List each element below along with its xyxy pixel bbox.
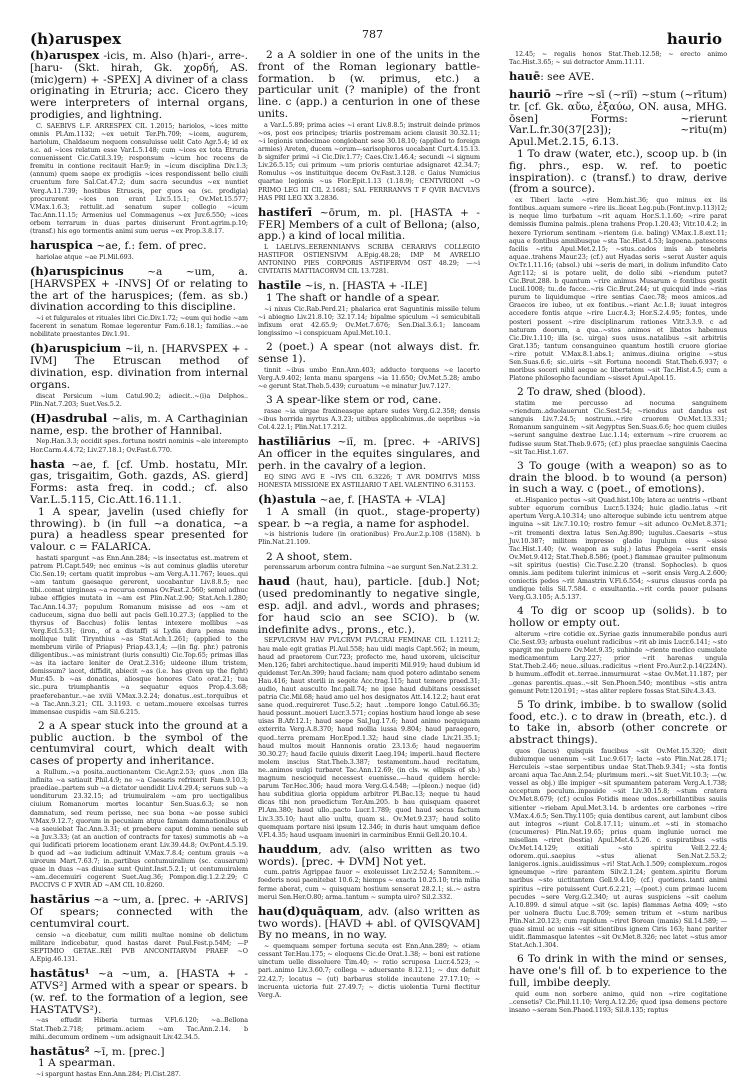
headword: (h)astula xyxy=(258,491,317,506)
entry-sense: 2 (poet.) A spear (not always dist. fr. sense 1). xyxy=(258,341,480,366)
entry-definition: hauriō ~rīre ~sī (~riī) ~stum (~rītum) tr. [cf. Gk. αὔω, ἐξαύω, ON. ausa, MHG. ōsen] Forms: ~rierunt Var.L.fr.30(37[23]); ~ritu(m) Apul.Met.2.15, 6.13. xyxy=(509,86,727,149)
headword: hastīliārius xyxy=(258,434,331,449)
headword: hastīle xyxy=(258,278,302,293)
dictionary-entry xyxy=(258,50,480,202)
dictionary-entry xyxy=(30,263,248,339)
right-guideword: haurio xyxy=(666,30,722,48)
entry-citations: C. SAEBIVS L.F. ARRESPEX CIL 1.2015; hariolos, ~ices mitte omnis Pl.Am.1132; ~ex uetuit Ter.Ph.709; ~icem, augurem, hariolum, Chaldaeum nequem consuluisse uelit Cato Agr.5.4; id ex s.c. ad ~ices relatum esse Var.L.5.148; cum ~ices ex tota Etruria conuenissent Cic.Catil.3.19; responsum ~icum hoc recens de fremitu in contione recitauit Har.9; in ~icum disciplina Div.1.3; (annum) quem saepe ex prodigiis ~ices respondissent bello ciuili cruentum fore Sal.Cat.47.2; dum sacra secundus ~ex nuntiet Verg.A.11.739; hostibus Etruscis, per quos ea (sc. prodigia) procurarent ~ices non erant Liv.5.15.1; Ov.Met.15.577; V.Max.1.6.3; rettulit..ad senatum super collegio ~icum Tac.Ann.11.15; Armenius uel Commagenus ~ex Juv.6.550; ~ices orbem terrarum in duas partes diuiserunt Front.agrim.p.10; (transf.) his ego tormentis animi sum uerus ~ex Prop.3.8.17. xyxy=(30,121,248,235)
page-header xyxy=(0,28,750,48)
entry-citations: L LAELIVS..EERENNIANVS SCRIBA CERARIVS COLLEGIO HASTIFOR OSTIENSIVM A.Epig.48.28; IMP M AVRELIO ANTONINO PIES CORPORIS ASTIFERVM OST 48.29; —~i CIVITATIS MATTIACORVM CIL 13.7281. xyxy=(258,243,480,276)
dictionary-entry xyxy=(30,721,248,890)
entry-definition: hauē: see AVE. xyxy=(509,69,595,84)
entry-citations: ~i nixus Cic.Rab.Perd.21; phalarica erat Saguntinis missile telum ~i abiegno Liv.21.8.10; 32.17.14; bipalme spiculum ~i semicubitali infixum erat 42.65.9; Ov.Met.7.676; Sen.Dial.3.6.1; lanceam longissimo ~i conspicuam Apul.Met.10.1. xyxy=(258,305,480,338)
entry-definition: (h)aruspex -icis, m. Also (h)ari-, arre-. [haru- (Skt. hirah, Gk. χορδή, AS. (mic)gern) + -SPEX] A diviner of a class originating in Etruria; acc. Cicero they were interpreters of internal organs, prodigies, and lightning. xyxy=(30,48,248,121)
headword: hauē xyxy=(509,69,541,84)
dictionary-entry xyxy=(509,461,727,602)
entry-definition: haruspica ~ae, f.: fem. of prec. xyxy=(30,238,207,253)
dictionary-entry xyxy=(30,240,248,261)
headword: hastātus¹ xyxy=(30,966,90,981)
headword: hastātus² xyxy=(30,1043,90,1058)
dictionary-entry xyxy=(509,71,727,84)
entry-sense: 2 a A spear stuck into the ground at a public auction. b the symbol of the centumviral court, which dealt with cases of property and inheritance. xyxy=(30,719,248,768)
entry-citations: hariolae atque ~ae Pl.Mil.693. xyxy=(36,252,134,261)
entry-citations: perenssarum arborum contra fulmina ~ae surgunt Sen.Nat.2.31.2. xyxy=(264,563,479,572)
entry-citations: quos (lacus) quisquis faucibus ~sit Ov.Met.15.320; dixit dubiumque uenenum ~sit Luc.9.617; lacte ~sto Plin.Nat.28.171; Herculeis ~stae serpentibus undae Stat.Theb.9.341; ~sta fontis arcani aqua Tac.Ann.2.54; plurimum meri..~sit Suet.Vit.10.3; —(w. vessel as obj.) ille impiger ~sit spumantem pateram Verg.A.1.738; acceptum poculum..inpauide ~sit Liv.30.15.8; ~stum cratera Ov.Met.8.679; (cf.) oculos Fotidis meae udos..sorbillantibus sauiis sitienter ~riebam Apul.Met.3.14. b ardentes ore carbones ~rire V.Max.4.6.5; Sen.Thy.1105; quia dentibus carent, aut lambunt cibos aut integros ~riunt Col.8.17.11; uinum..et ~sti in stomacho (cucumeres) Plin.Nat.19.65; prius quam inglunie uoraci me misellam ~riret (bestia) Apul.Met.4.5.26. c suspiratibus ~stis Ov.Met.14.129; exitiali ~sto spiritu Vell.2.22.4; odorem..qui..saepius ~stus alienat Sen.Nat.2.53.2; lanigeros..ignis..auidissimus ~ri! Stat.Ach.1.509; complexum..rogos igneumque ~rire parantem Silv.2.1.24; gentem..spiritu florum naribus ~sto uictitantem Gell.9.4.10; (cf.) quotiens..tanti animi spiritus ~rire potuissent Curt.6.2.21; —(poet.) cum primae lucem pecudes ~sere Verg.G.2.340; ut auras suspiciens ~sit caelum A.10.899. d simul atque ~sit (sc. lapis) flammas Aetna 409; ~sto per uolnera fluctu Luc.8.709; semen tritum et ~stum naribus Plin.Nat.20.123; cum rapidum ~riret Borean (manis) Sil.14.589; —quae simul ac uenis ~sit sitientibus ignem Ciris 163; hanc pariter uidit..flammasque latentes ~sit Ov.Met.8.326; nec latet ~stus amor Stat.Ach.1.304. xyxy=(509,746,727,950)
entry-citations: rasae ~ia uirgae fraxineasque aptare sudes Verg.G.2.358; densis ~ibus horrida myrtus A.3.23; uitibus applicabimus..de uepribus ~ia Col.4.22.1; Plin.Nat.17.212. xyxy=(258,407,480,432)
column-2 xyxy=(258,50,480,1004)
dictionary-entry xyxy=(30,410,248,454)
entry-definition: haud (haut, hau), particle. [dub.] Not; (used predominantly to negative single, esp. adjl. and advl., words and phrases; for haud scio an see SCIO). b (w. indefinite advs., prons., etc.). xyxy=(258,574,480,636)
entry-definition: hauddum, adv. (also written as two words). [prec. + DVM] Not yet. xyxy=(258,841,480,868)
dictionary-entry xyxy=(258,576,480,838)
entry-sense: 3 A spear-like stem or rod, cane. xyxy=(266,394,442,407)
left-guideword: (h)aruspex xyxy=(30,30,122,48)
entry-definition: hastātus² ~ī, m. [prec.] xyxy=(30,1043,165,1058)
dictionary-entry xyxy=(509,954,727,1014)
entry-citations: censio ~a dicebatur, cum militi multae nomine ob delictum militare indicebatur, quod hastas daret Paul.Fest.p.54M; —P SEPTIMIO GETAE..REI PVB ANCONITARVM PRAEF ~O A.Epig.46.131. xyxy=(30,930,248,964)
entry-citations: ~as effudit Hiberia turmas V.Fl.6.120; ~a..Bellona Stat.Theb.2.718; primam..aciem ~am Tac.Ann.2.14. b mihi..decumum ordinem ~um adsignauit Liv.42.34.5. xyxy=(30,1016,248,1041)
entry-citations: hastati spargunt ~as Enn.Ann.284; ~is insectatus est..matrem et patrem Pl.Capt.549; nec eminus ~is aut cominus gladiis uteretur Cic.Sen.19; certam quatit improbus ~am Verg.A.11.767; leues..qui ~am tantum gaesaque gererent, uocabantur Liv.8.8.5; nec tibi..comat uirgineas ~a recurua comas Ov.Fast.2.560; semel adhuc iubae effigies mutata in ~am est Plin.Nat.2.90; Stat.Ach.1.280; Tac.Ann.14.37; populum Romanum misisse ad eos ~am et caduceum, signa duo belli aut pacis Gell.10.27.3; (applied to the thyrsus of Bacchus) foliis lentas intexere mollibus ~as Verg.Ecl.5.31; (iron., of a distaff) si Lydia dura pensa manu mollique tulit Tirynthius ~as Stat.Ach.1.261; (applied to the membrum virile of Priapus) Priap.43.1,4; —(in fig. phr.) patronis diligentibus..~as ministrant (iuris consulti) Cic.Top.65; primas illas ~as ita iactare leniter de Orat.2.316; uideone illum tristem, demissum? iacet, diffidit, abiecit ~as (i.e. has given up the fight) Mur.45. b ~as donaticas, aliosque honores Cato orat.21; tua sic..pura triumphantis ~a sequatur equos Prop.4.3.68; praeferebantur..~ae xviii V.Max.3.2.24; donatus..est..torquibus et ~a Tac.Ann.3.21; CIL 3.1193. c uetam..mouere excelsas turres immensae cuspidis ~am Sil.6.215. xyxy=(30,553,248,716)
dictionary-entry xyxy=(509,387,727,455)
entry-sense: 4 To dig or scoop up (solids). b to hollow or empty out. xyxy=(509,605,727,630)
headword: hauriō xyxy=(509,86,551,101)
entry-definition: hastīliārius ~iī, m. [prec. + -ARIVS] An officer in the equites singulares, and perh. in the cavalry of a legion. xyxy=(258,434,480,472)
entry-definition: hau(d)quāquam, adv. (also written as two words). [HAVD + abl. of QVISQVAM] By no means, in no way. xyxy=(258,903,480,942)
headword: (H)asdrubal xyxy=(30,410,108,425)
entry-citations: cum..patris Agrippae fauor ~ exoleuisset Liv.2.52.4; Samnitem..~ foederis noui paenitebat 10.6.2; hiemps ~ exacta 10.25.10; tria milia ferme aberat, cum ~ quisquam hostium senserat 28.2.1; si..~ astra merui Sen.Her.O.80; arma..tantum ~ sumpta uiro? Sil.2.332. xyxy=(258,868,480,901)
dictionary-entry xyxy=(30,894,248,963)
headword: haruspica xyxy=(30,238,93,253)
headword: (h)aruspicium xyxy=(30,341,122,356)
dictionary-entry xyxy=(258,841,480,901)
entry-citations: discat Persicum ~ium Catul.90.2; adiecit..~(i)a Delphos.. Plin.Nat.7.203; Suet.Ves.5.2. xyxy=(30,391,248,408)
dictionary-entry xyxy=(509,86,727,383)
entry-definition: hastātus¹ ~a ~um, a. [HASTA + -ATVS²] Armed with a spear or spears. b (w. ref. to the formation of a legion, see HASTATVS²). xyxy=(30,966,248,1016)
entry-definition: (h)astula ~ae, f. [HASTA + -VLA] xyxy=(258,491,446,506)
entry-definition: (h)aruspicium ~ii, n. [HARVSPEX + -IVM] The Etruscan method of divination, esp. divination from internal organs. xyxy=(30,341,248,391)
entry-citations: a Rullum..~a posita..auctionantem Cic.Agr.2.53; quos ..non illa infinita ~a satiauit Phil.4.9; ne ~a Caesaris refrixerit Fam.9.10.3; praediae..partem sub ~a dictator uendidit Liv.4.29.4; seruos sub ~a uenditurum 23.32.15; ad triumuiralem ~am pro uectigalibus ciuium Romanorum mortes locantur Sen.Suas.6.3; se non damnatum, sed reum perisse, nec sua bona ~ae posse subici V.Max.9.12.7; quorum in pecuniam atque famam damnationibus et ~a saeuiebat Tac.Ann.3.31; et praebere caput domina uenale sub ~a Juv.3.33; (at an auction of contracts for taxes) summotis ab ~a qui ludificati priorem locationem erant Liv.39.44.8; Ov.Pont.4.5.19. b quod ad ~ae iudicium adtinuit V.Max.7.8.4; centum grauis ~a uirorum Mart.7.63.7; in..partibus centumuiralium (sc. causarum) quae in duas ~as diuisae sunt Quint.Inst.5.2.1; ut centumuiralem ~am..decemuiri cogerent Suet.Aug.36; Pompon.dig.1.2.2.29; C PACCIVS C F XVIR AD ~AM CIL 10.8260. xyxy=(30,768,248,890)
entry-sense: 2 a A soldier in one of the units in the front of the Roman legionary battle-formation. b (w. primus, etc.) a particular unit (? maniple) of the front line. c (app.) a centurion in one of these units. xyxy=(258,49,480,120)
dictionary-entry xyxy=(30,1043,248,1079)
entry-citations: quid eum non sorbere animo, quid non ~rire cogitatione ..censetis? Cic.Phil.11.10; Verg.A.12.26; quod ipsa demens pectore insano ~seram Sen.Phaed.1193; Sil.8.135; raptus xyxy=(509,989,727,1014)
entry-sense: 6 To drink in with the mind or senses, have one's fill of. b to experience to the full, imbibe deeply. xyxy=(509,953,727,989)
headword: (h)aruspex xyxy=(30,48,100,62)
entry-definition: (H)asdrubal ~alis, m. A Carthaginian name, esp. the brother of Hannibal. xyxy=(30,410,248,437)
entry-citations: et..Hispanico pectus ~sit Quad.hist.10b; latera ac uentris ~ribant subter equorum cornibus Lucr.5.1324; huic gladio..latus ~rit apertum Verg.A.10.314; uno alteroque subinde ictu uentrem atque inguina ~sit Liv.7.10.10; rostro femur ~sit adunco Ov.Met.8.371; ~rit trementi dextra latus Sen.Ag.890; iugulus..Caesaris ~stus Juv.10.387; militem impresso gladio iugulum eius ~sisse Tac.Hist.1.40; (w. weapon as subj.) latus Phegeia ~serit ensis Ov.Met.9.412; Stat.Theb.8.586; (poet.) flammae grauiter pulmonum ~sit spiritus (uestis) Cic.Tusc.2.20 (transl. Sophocles). b quos omnis..iam peditem tulerint inimicus et ~serit ensis Verg.A.2.600; coniectis pedes ~rit Amastrin V.Fl.6.554; ~surus clausus corda pa undique telis Sil.7.584. c exsultantia..~rit corda pauor pulsans Verg.G.3.105; A.5.137. xyxy=(509,496,727,602)
entry-citations: ~i et fulgurales et rituales libri Cic.Div.1.72; ~eum qui hodie ~am facerent in senatum Romae legerentur Fam.6.18.1; familias..~ae nobilitate praestantes Div.1.91. xyxy=(30,314,248,339)
entry-citations: ~i spargunt hastas Enn.Ann.284; Pl.Cist.287. xyxy=(36,1070,181,1079)
entry-definition: hastiferī ~ōrum, m. pl. [HASTA + -FER] Members of a cult of Bellona; (also, app.) a kind of local militia. xyxy=(258,204,480,243)
dictionary-entry xyxy=(509,50,727,66)
entry-sense: 3 To gouge (with a weapon) so as to drain the blood. b to wound (a person) in such a way. c (poet., of emotions). xyxy=(509,459,727,496)
entry-citations: SEPVLCRVM HAV PVLCRVM PVLCRAI FEMINAE CIL 1.1211.2; hau male egit gratias Pl.Aul.558; hau uidi magis Capt.562; in meum, haud ad praetorem Cur.723; profecto me, haud uxorem, ulciscitur Men.126; fabri architectique..haud imperiti Mil.919; haud dubium id quidemst Ter.An.399; haud faciam; nam quod potero adintabo senem Hau.416; haut sterili in segete Acc.trag.115; haut temere praed.31; audio, haut ausculto Inc.pall.74; ne ipse haud dubitans cessisset patria Cic.Mil.68; haud amo uel hos designatos Att.14.12.2; haut erat sane quod..requireret Tusc.5.2; haut ..tempore longo Catul.66.35; haud possunt..moueri Lucr.3.571; copias hostium haud longe ab sese uisas B.Afr.12.1; haud saepe Sal.Jug.17.6; haud animo nequiquam exterrita Verg.A.8.370; haud mollia iussa 9.804; haud paraegero, quod..terra premam Hor.Epod.1.32; haud sine clade Liv.21.35.1; haud multos mouit Hannonis oratio 23.13.6; haud negauerim 30.30.27; haud facile quiuis dixerit Laeg.194; imperii..haud flectere molem inscius Stat.Theb.3.387; testamentum..haud recitatum, ne..animos uulgi turbaret Tac.Ann.12.69; (in cls. w. ellipsis of sb.) magnum nescioquid necessest euenisse..—haud quidem hercle: parum Ter.Hec.306; haud mora Verg.G.4.548; —(pleon.) neque (id) hau subditiua gloria oppidum arbitror Pl.Bac.13; neque tu haud dicas tibi non praedictum Ter.Am.205. b hau quisquam quaeret Pl.Am.380; haud ullo..pacto Lucr.1.789; quod haud secus factum Liv.3.35.10; haut alio uultu, quam si.. Ov.Met.9.237; haud solito quemquam portare nisi ipsum 12.346; in duris haut umquam defice V.Fl.4.35; haud usquam inueniri in carminibus Ennii Gell.20.10.4. xyxy=(258,636,480,839)
entry-definition: (h)aruspicinus ~a ~um, a. [HARVSPEX + -INVS] Of or relating to the art of the haruspices; (fem. as sb.) divination according to this discipline. xyxy=(30,263,248,314)
page-number: 787 xyxy=(362,28,383,41)
dictionary-entry xyxy=(258,903,480,999)
dictionary-entry xyxy=(258,552,480,572)
entry-citations: tinnit ~ibus umbo Enn.Ann.403; adducto torquens ~e lacerto Verg.A.9.402; lenta manu spargens ~ia 11.650; Ov.Met.5.28; ambo ~e gerunt Stat.Theb.5.439; curuatum ~e minatur Juv.7.127. xyxy=(258,366,480,391)
dictionary-entry xyxy=(509,700,727,950)
entry-sense: 2 A shoot, stem. xyxy=(266,550,353,563)
entry-citations: Nep.Han.3.3; occidit spes..fortuna nostri nominis ~ale interempto Hor.Carm.4.4.72; Liv.27.18.1; Ov.Fast.6.770. xyxy=(30,437,248,454)
headword: (h)aruspicinus xyxy=(30,263,124,278)
headword: hauddum xyxy=(258,841,319,856)
entry-sense: 1 A spear, javelin (used chiefly for throwing). b (in full ~a donatica, ~a pura) a headless spear presented for valour. c = FALARICA. xyxy=(30,505,248,554)
headword: hasta xyxy=(30,456,65,471)
column-3 xyxy=(509,50,727,1019)
entry-citations: EQ SING AVG E ~IVS CIL 6.3226; T AVR DOMITVS MISS HONESTA MISSIONE EX ASTILIARIO T AEL VALENTINO 6.31153. xyxy=(258,472,480,489)
entry-citations: statim me percusso ad nocuma sanguinem ~riendum..aduolauerunt Cic.Sest.54; ~riendus aut dandus est sanguis Liv.7.24.5; nostrum..~rire cruorem Ov.Met.13.331; Romanum sanguinem ~sit Aegyptus Sen.Suas.6.6; hoc quem ciuiles ~serunt sanguine dextrae Luc.1.14; externum ~rire cruorem ac fudisse suum Stat.Theb.9.675; (cf.) plus praeclae sanguinis Caecina ~sit Tac.Hist.1.67. xyxy=(509,399,727,456)
entry-sense: 5 To drink, imbibe. b to swallow (solid food, etc.). c to draw in (breath, etc.). d to take in, absorb (other concrete or abstract things). xyxy=(509,698,727,747)
entry-citations: alterum ~rire cotidie ex..Syriae gazis innumerabile pondus auri Cic.Sest.93; arbusta euelunt radicibus ~rit ab imis Lucr.6.141; ~sto spargit me puluere Ov.Met.9.35; subinde ~riente medico cumulate medicamentum Larg.227; prior ~rit harenas ungula Stat.Theb.2.46; neue..siluas..radicitus ~rient Fro.Aur.2.p.14(224N). b humum..effodit et..terrae..inmurmurat ~stae Ov.Met.11.187; per ..genas parentis..quas..~sit Sen.Phoen.540; montibus ~stis antra gemunt Petr.120.l.91; ~stas aliter replere fossas Stat.Silv.4.3.43. xyxy=(509,629,727,695)
entry-sense: 1 To draw (water, etc.), scoop up. b (in fig. phrs., esp. w. ref. to poetic inspiration). c (transf.) to draw, derive (from a source). xyxy=(509,147,727,196)
dictionary-entry xyxy=(258,436,480,489)
entry-citations: ~ quemquam semper fortuna secuta est Enn.Ann.289; ~ etiam cessant Ter.Hau.175; ~ eloquens Cic.de Orat.1.38; ~ boni est ratione uinctum uelle dissoluere Tim.40; ~ ratio scruposa Lucr.4.523; ~ pari..animo Liv.3.60.7; collega ~ aduersante 8.12.11; ~ dux defuit 22.42.7; locatus ~ (ut) barbarus stolide incautene 27.17.10; ~ incruenta uictoria fuit 27.49.7; ~ dictis uiolentia Turni flectitur Verg.A. xyxy=(258,942,480,999)
dictionary-entry xyxy=(30,968,248,1040)
headword: hau(d)quāquam xyxy=(258,903,360,918)
headword: hastārius xyxy=(30,892,90,907)
dictionary-entry xyxy=(509,606,727,694)
dictionary-entry xyxy=(30,50,248,235)
headword: haud xyxy=(258,574,290,589)
entry-sense: 1 A spearman. xyxy=(38,1057,116,1070)
entry-definition: hasta ~ae, f. [cf. Umb. hostatu, MIr. gas, trisgaitim, Goth. gazds, AS. gierd] Forms: asta freq. in codd.; cf. also Var.L.5.115, Cic.Att.16.11.1. xyxy=(30,456,248,506)
entry-citations: 12.45; ~ regalis honos Stat.Theb.12.58; ~ erecto animo Tac.Hist.3.65; ~ sui detractor Amm.11.11. xyxy=(509,50,727,67)
dictionary-entry xyxy=(258,204,480,276)
headword: hastiferī xyxy=(258,204,313,219)
entry-citations: a Var.L.5.89; prima acies ~i erant Liv.8.8.5; instruit deinde primos ~os, post eos principes; triariis postremam aciem clausit 30.32.11; ~i legionis undecimae conglobant sese 30.18.10; (applied to foreign armies) Areten, ducem ~orum—sarisophoros uocabant Curt.4.15.13. b signifer primi ~i Cic.Div.1.77; Caes.Civ.1.46.4; secundi ~i signum Liv.26.5.15; cui primum ~um prioris centuriae adsignaret 42.34.7; Romulus ~os instituitque decem Ov.Fast.3.128. c Gaius Numicius quartae legionis ~us Flor.Epit.1.13 (1.18.9); CENTVRIONI ~O PRIMO LEG III CIL 2.1681; SAL FERRRANVS T F QVIR BACVLVS HAS PRI LEG XX 3.2836. xyxy=(258,120,480,202)
entry-sense: 1 A small (in quot., stage-property) spear. b ~a regia, a name for asphodel. xyxy=(258,505,480,530)
dictionary-entry xyxy=(258,395,480,431)
dictionary-entry xyxy=(258,342,480,390)
entry-definition: hastīle ~is, n. [HASTA + -ILE] xyxy=(258,278,428,293)
entry-sense: 2 To draw, shed (blood). xyxy=(517,386,646,399)
dictionary-entry xyxy=(258,280,480,337)
column-1 xyxy=(30,50,248,1083)
entry-sense: 1 The shaft or handle of a spear. xyxy=(266,292,440,305)
dictionary-entry xyxy=(258,491,480,547)
dictionary-entry xyxy=(30,343,248,407)
entry-citations: ex Tiberi lacte ~rire Hem.hist.36; quo minus ex iis fontibus..aquam sumere ~rire iis..liceat Leg.pub.(Font.inv.p.113)12; is neque limo turbatum ~rit aquam Hor.S.1.1.60; ~rire parat demissis flumina palmis..plena trahens Prop.1.20.43; Vitr.10.4.2; in hexere Tyriorum sentinam ~rientem (i.e. baling) V.Max.1.8.ext.11; aqua e fontibus amnibusque ~sta Tac.Hist.4.53; lagoena..patescens facilis ~ritu Apul.Met.2.15; ~stus..cados imis ab tenebris aquae..trahens Maur.23; (cf.) aut Hyadas seris ~serat Auster aquis Ov.Tr.1.11.16; (absol.) ubi ~seris de mari, in dolium infundito Cato Agr.112; si is potare uelit, de dolio sibi ~riendum putet? Cic.Brut.288. b quantum ~rire animus Musarum e fontibus gestit Lucil.1008; tu..de facce..~ris Cic.Brut.244; ut quicquid inde ~rias purum te liquidumque ~rire sentias Caec.78; meos amicos..ad Graecos ire iubeo, ut ex fontibus..~riant Ac.1.8; iuuat integros accedere fontis atque ~rire Lucr.4.3; Hor.S.2.4.95; fontes, unde posteri possent ~rire disciplinarum rationes Vitr.3.3.9. c ad naturam deorum, a qua..~stos animos et libatos habemus Cic.Div.1.110; illa (sc. uirga) suos usus..natalibus ~sit arbitriis Grat.135; tantum consanguineo quantum hostili cruore gloriae ~rire potuit V.Max.8.1.abs.1; animus..diuina origine ~stus Sen.Suas.6.6; sic..uiris ~sit Fortuna nocendi Stat.Theb.6.937; e moribus soceri nihil aeque ac libertatem ~sit Tac.Hist.4.5; cum a Platone philosopho facundiam ~sisset Apul.Apol.15. xyxy=(509,196,727,383)
entry-definition: hastārius ~a ~um, a. [prec. + -ARIVS] Of spears; connected with the centumviral court. xyxy=(30,892,248,931)
dictionary-entry xyxy=(30,456,248,716)
entry-citations: ~is histrionis ludere (in orationibus) Fro.Aur.2.p.108 (158N). b Plin.Nat.21.109. xyxy=(258,530,480,547)
